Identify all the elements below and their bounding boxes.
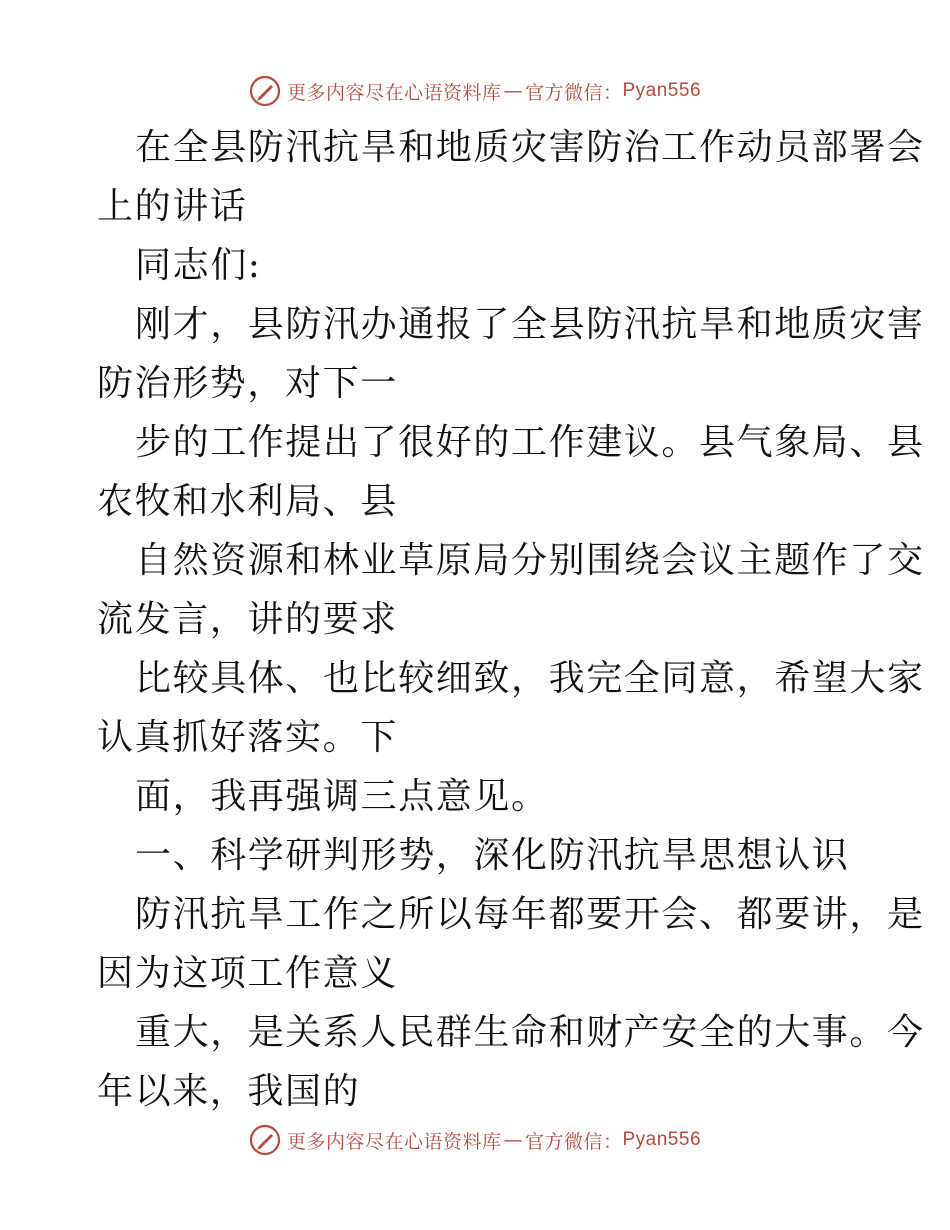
watermark-id: Pyan556 <box>622 1129 702 1150</box>
salutation: 同志们: <box>135 245 262 286</box>
text-line: 年以来，我国的 <box>97 1071 361 1112</box>
text-line: 自然资源和林业草原局分别围绕会议主题作了交 <box>135 540 925 581</box>
text-line: 面，我再强调三点意见。 <box>135 776 549 817</box>
section-heading-1: 一、科学研判形势，深化防汛抗旱思想认识 <box>135 835 850 876</box>
watermark-suffix: 官方微信： <box>524 1130 623 1153</box>
text-line: 认真抓好落实。下 <box>97 717 398 758</box>
text-line: 比较具体、也比较细致，我完全同意，希望大家 <box>135 658 925 699</box>
text-line: 重大，是关系人民群生命和财产安全的大事。今 <box>135 1012 925 1053</box>
text-line: 农牧和水利局、县 <box>97 481 398 522</box>
text-line: 步的工作提出了很好的工作建议。县气象局、县 <box>135 422 925 463</box>
title-line-2: 上的讲话 <box>97 186 248 227</box>
document-body <box>97 118 925 1121</box>
watermark-suffix: 官方微信： <box>524 81 623 104</box>
watermark-separator: — <box>503 1129 523 1151</box>
text-line: 防治形势，对下一 <box>97 363 398 404</box>
quill-logo-icon <box>249 1124 281 1156</box>
quill-logo-icon <box>249 75 281 107</box>
text-line: 刚才，县防汛办通报了全县防汛抗旱和地质灾害 <box>135 304 925 345</box>
watermark-text: 更多内容尽在心语资料库 <box>286 81 502 104</box>
text-line: 流发言，讲的要求 <box>97 599 398 640</box>
watermark-id: Pyan556 <box>622 80 702 101</box>
text-line: 因为这项工作意义 <box>97 953 398 994</box>
header-watermark <box>0 71 950 111</box>
text-line: 防汛抗旱工作之所以每年都要开会、都要讲，是 <box>135 894 925 935</box>
watermark-separator: — <box>503 80 523 102</box>
title-line-1: 在全县防汛抗旱和地质灾害防治工作动员部署会 <box>135 127 925 168</box>
watermark-text: 更多内容尽在心语资料库 <box>286 1130 502 1153</box>
footer-watermark <box>0 1120 950 1160</box>
